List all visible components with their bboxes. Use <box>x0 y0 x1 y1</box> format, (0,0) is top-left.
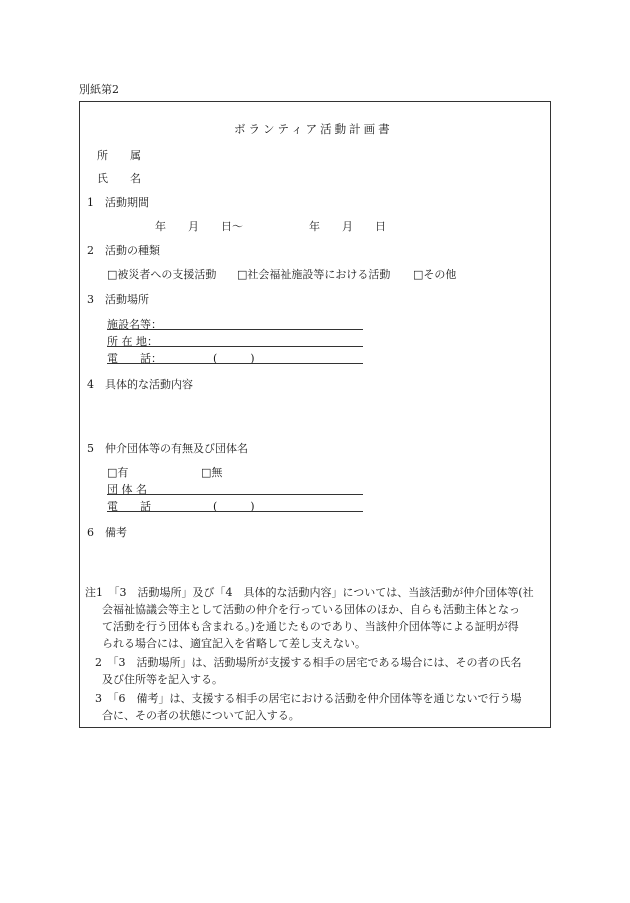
note-1-line-1: 注1 「3 活動場所」及び「4 具体的な活動内容」については、当該活動が仲介団体等(社 <box>85 586 534 599</box>
affiliation-label: 所 属 <box>97 149 141 162</box>
address-line <box>107 346 363 347</box>
org-phone-paren: ( ) <box>213 500 255 513</box>
section-1-heading: 1 活動期間 <box>87 196 149 209</box>
note-3-line-2: 合に、その者の状態について記入する。 <box>102 709 300 722</box>
address-label: 所 在 地： <box>107 335 158 348</box>
note-2-line-2: 及び住所等を記入する。 <box>102 673 223 686</box>
note-2-line-1: 2 「3 活動場所」は、活動場所が支援する相手の居宅である場合には、その者の氏名 <box>95 656 522 669</box>
name-label: 氏 名 <box>97 172 141 185</box>
option-welfare-facility: □社会福祉施設等における活動 <box>237 268 391 281</box>
activity-period-dates: 年 月 日～ 年 月 日 <box>155 220 386 233</box>
facility-name-line <box>107 329 363 330</box>
note-1-line-2: 会福祉協議会等主として活動の仲介を行っている団体のほか、自らも活動主体となっ <box>102 603 520 616</box>
intermediary-no: □無 <box>201 466 223 479</box>
note-1-line-3: て活動を行う団体も含まれる。)を通じたものであり、当該仲介団体等による証明が得 <box>102 620 519 633</box>
option-disaster-support: □被災者への支援活動 <box>107 268 217 281</box>
section-3-heading: 3 活動場所 <box>87 293 149 306</box>
intermediary-yes: □有 <box>107 466 129 479</box>
attachment-label: 別紙第2 <box>79 83 119 96</box>
facility-name-label: 施設名等： <box>107 318 162 331</box>
phone-line <box>107 363 363 364</box>
org-phone-line <box>107 511 363 512</box>
note-1-line-4: られる場合には、適宜記入を省略して差し支えない。 <box>102 637 366 650</box>
org-name-line <box>107 494 363 495</box>
org-phone-label: 電 話 <box>107 500 151 513</box>
note-3-line-1: 3 「6 備考」は、支援する相手の居宅における活動を仲介団体等を通じないで行う場 <box>95 692 522 705</box>
org-name-label: 団 体 名 <box>107 483 147 496</box>
phone-label: 電 話： <box>107 352 162 365</box>
section-6-heading: 6 備考 <box>87 526 127 539</box>
form-title: ボランティア活動計画書 <box>234 122 393 136</box>
phone-paren: ( ) <box>213 352 255 365</box>
option-other: □その他 <box>413 268 457 281</box>
section-4-heading: 4 具体的な活動内容 <box>87 378 193 391</box>
section-5-heading: 5 仲介団体等の有無及び団体名 <box>87 442 248 455</box>
section-2-heading: 2 活動の種類 <box>87 244 160 257</box>
